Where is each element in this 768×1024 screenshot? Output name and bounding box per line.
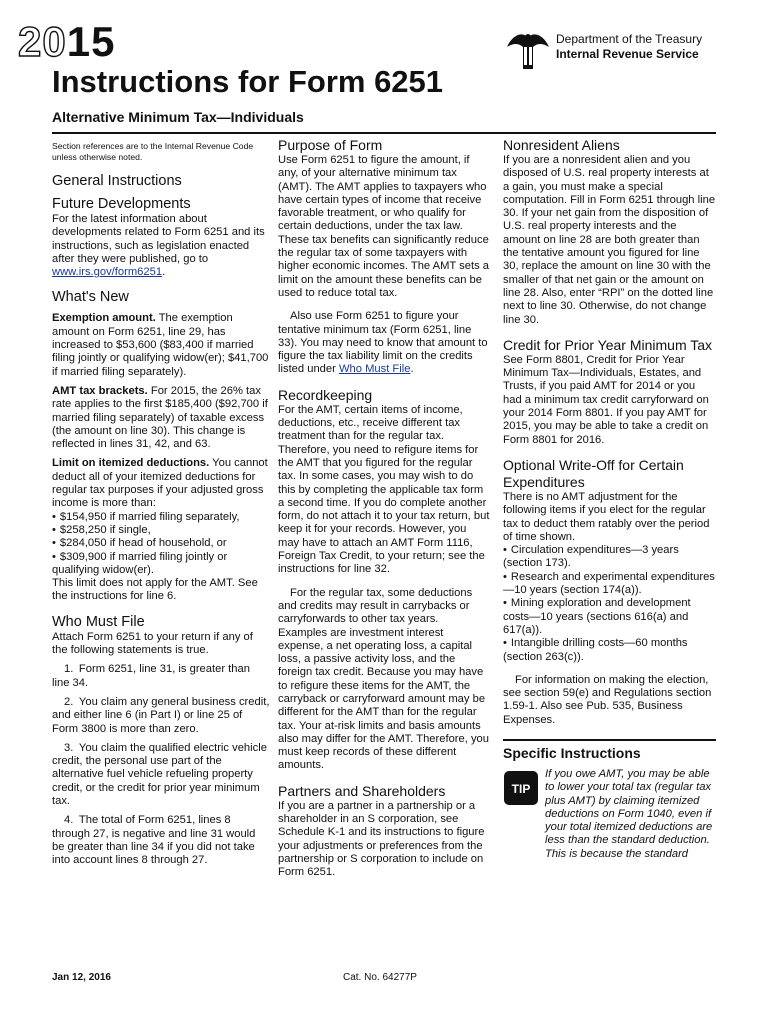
tip-icon [503, 770, 539, 806]
optional-list [503, 544, 716, 664]
section-note: Section references are to the Internal Revenue Code unless otherwise noted. [52, 141, 254, 162]
future-paragraph: For the latest information about developments related to Form 6251 and its instructions, such as legislation enacted after they were published, go to www.irs.gov/form6251. [52, 213, 265, 279]
list-item: • $309,900 if married filing jointly or qualifying widow(er). [52, 551, 270, 578]
credit-paragraph: See Form 8801, Credit for Prior Year Minimum Tax—Individuals, Estates, and Trusts, if you paid AMT for 2014 or you had a minimum tax credit carryforward on your 2014 Form 8801. If you pay AMT for 2015, you may be able to take a credit on Form 8801 for 2016. [503, 353, 709, 446]
heading-partners-shareholders: Partners and Shareholders [278, 782, 446, 799]
heading-purpose-of-form: Purpose of Form [278, 137, 383, 153]
list-item: • Circulation expenditures—3 years (section 173). [503, 544, 716, 571]
limit-paragraph: Limit on itemized deductions. You cannot deduct all of your itemized deductions for regular tax purposes if your adjusted gross income is more than: [52, 457, 268, 510]
section-rule [503, 739, 716, 741]
tip-label: TIP [511, 781, 531, 796]
list-item: • Intangible drilling costs—60 months (section 263(c)). [503, 637, 716, 664]
who-item-3: 3. You claim the qualified electric vehicle credit, the personal use part of the alternative fuel vehicle refueling property credit, or the credit for prior year minimum tax. [52, 741, 267, 807]
column-2 [278, 137, 490, 880]
partners-paragraph: If you are a partner in a partnership or a shareholder in an S corporation, see Schedule K-1 and its instructions to figure your adjustments or preferences from the partnership or S corporation to include on Form 6251. [278, 799, 485, 879]
form-year: 2015 [18, 18, 116, 65]
heading-nonresident-aliens: Nonresident Aliens [503, 137, 620, 153]
who-item-1: 1. Form 6251, line 31, is greater than line 34. [52, 663, 250, 689]
optional-paragraph-2: For information on making the election, see section 59(e) and Regulations section 1.59-1. Also see Pub. 535, Business Expenses. [503, 673, 712, 726]
heading-recordkeeping: Recordkeeping [278, 386, 373, 403]
irs-form-link[interactable]: www.irs.gov/form6251 [52, 266, 163, 279]
record-paragraph: For the AMT, certain items of income, deductions, etc., receive different tax treatment than for the regular tax. Therefore, you need to refigure items for the AMT that you figured for the regular tax. In some cases, you may wish to do this by completing the applicable tax form a second time. If you do complete another form, do not attach it to your tax return, but keep it for your records. However, you may have to attach an AMT Form 1116, Foreign Tax Credit, to your return; see the instructions for line 32. [278, 403, 490, 576]
tip-text: If you owe AMT, you may be able to lower your total tax (regular tax plus AMT) by claiming itemized deductions on Form 1040, even if your total itemized deductions are less than the standard deduction. This is because the standard [545, 767, 713, 860]
amt-brackets-paragraph: AMT tax brackets. For 2015, the 26% tax rate applies to the first $185,400 ($92,700 if married filing separately) of taxable excess (the amount on line 30). This change is reflected in lines 31, 42, and 63. [52, 384, 268, 451]
agency-block: Department of the Treasury Internal Revenue Service [556, 32, 703, 61]
list-item: • Mining exploration and development costs—10 years (sections 616(a) and 617(a)). [503, 597, 716, 637]
optional-paragraph: There is no AMT adjustment for the following items if you elect for the regular tax to deduct them ratably over the period of time shown. [503, 490, 710, 543]
limit-end: This limit does not apply for the AMT. See the instructions for line 6. [52, 577, 258, 603]
column-1 [52, 137, 270, 867]
heading-future-developments: Future Developments [52, 196, 191, 212]
column-3 [503, 137, 716, 861]
nonres-paragraph: If you are a nonresident alien and you disposed of U.S. real property interests at a gain, you must make a special computation. Fill in Form 6251 through line 30. If your net gain from the disposition of U.S. real property interests and the amount on line 28 are both greater than the tentative amount you figured for line 30, replace the amount on line 30 with the smaller of that net gain or the amount on line 28. Also, enter “RPI” on the dotted line next to line 30. Otherwise, do not change line 30. [503, 154, 716, 326]
heading-specific-instructions: Specific Instructions [503, 744, 641, 761]
exemption-paragraph: Exemption amount. The exemption amount on Form 6251, line 29, has increased to $53,600 ($83,400 if married filing jointly or qualifying widow(er); $41,700 if married filing separately). [52, 312, 269, 378]
list-item: • $154,950 if married filing separately, [52, 511, 270, 524]
list-item: • Research and experimental expenditures—10 years (section 174(a)). [503, 571, 716, 598]
purpose-paragraph: Use Form 6251 to figure the amount, if any, of your alternative minimum tax (AMT). The AMT applies to taxpayers who have certain types of income that receive favorable treatment, or who qualify for certain deductions, under the tax law. These tax benefits can significantly reduce the regular tax of some taxpayers with higher economic incomes. The AMT sets a limit on the amount these benefits can be used to reduce total tax. [278, 154, 490, 299]
page-title: Instructions for Form 6251 [52, 64, 444, 99]
purpose-paragraph-2: Also use Form 6251 to figure your tentative minimum tax (Form 6251, line 33). You may need to know that amount to figure the tax liability limit on the credits listed under Who Must File. [278, 310, 488, 376]
heading-optional-write-off: Optional Write-Off for Certain Expenditures [503, 456, 684, 490]
title-divider [52, 132, 716, 134]
who-must-file-link[interactable]: Who Must File [338, 363, 411, 376]
heading-general-instructions: General Instructions [52, 173, 182, 189]
who-item-2: 2. You claim any general business credit, and either line 6 (in Part I) or line 25 of Form 3800 is more than zero. [52, 695, 270, 735]
who-paragraph: Attach Form 6251 to your return if any of the following statements is true. [52, 630, 253, 657]
who-item-4: 4. The total of Form 6251, lines 8 through 27, is negative and line 31 would be greater than line 34 if you did not take into account lines 8 through 27. [52, 814, 256, 867]
irs-eagle-logo-icon [503, 25, 553, 75]
list-item: • $258,250 if single, [52, 524, 270, 537]
list-item: • $284,050 if head of household, or [52, 537, 270, 550]
heading-who-must-file: Who Must File [52, 613, 145, 630]
footer-cat-no: Cat. No. 64277P [343, 972, 417, 983]
footer-date: Jan 12, 2016 [52, 972, 111, 983]
page-subtitle: Alternative Minimum Tax—Individuals [52, 109, 304, 125]
record-paragraph-2: For the regular tax, some deductions and credits may result in carrybacks or carryforwards to other tax years. Examples are investment interest expense, a net operating loss, a capital loss, a passive activity loss, and the foreign tax credit. Because you may have to refigure these items for the AMT, the carryback or carryforward amount may be different for the AMT than for the regular tax. Your at-risk limits and basis amounts also may differ for the AMT. Therefore, you must keep records of these different amounts. [278, 586, 490, 772]
heading-whats-new: What's New [52, 289, 129, 306]
heading-credit-prior-year: Credit for Prior Year Minimum Tax [503, 336, 713, 353]
tip-block [503, 768, 716, 861]
limit-list [52, 511, 270, 577]
